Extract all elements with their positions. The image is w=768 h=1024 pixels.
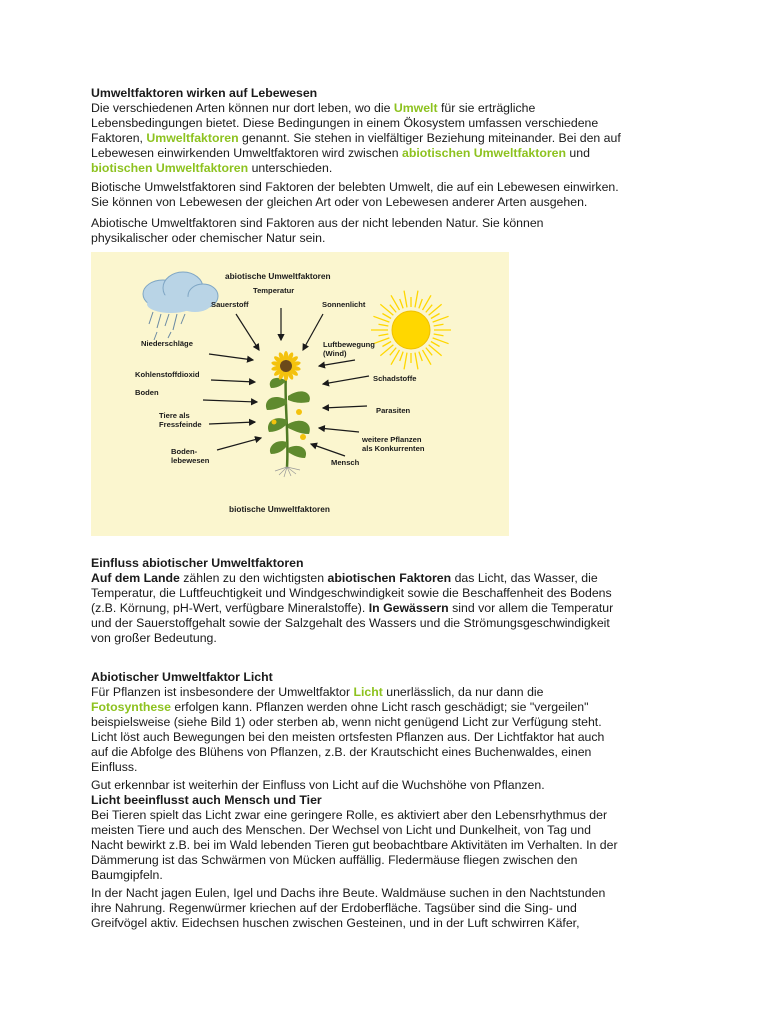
label-konkurrenten: als Konkurrenten xyxy=(362,444,425,453)
label-mensch: Mensch xyxy=(331,458,360,467)
paragraph-nacht xyxy=(91,886,691,931)
sub-heading: Licht beeinflusst auch Mensch und Tier xyxy=(91,793,322,807)
paragraph-line: Einfluss. xyxy=(91,760,138,774)
paragraph-line: ihre Nahrung. Regenwürmer kriechen auf der Erdoberfläche. Tagsüber sind die Sing- und xyxy=(91,901,577,915)
paragraph-line: beispielsweise (siehe Bild 1) oder sterben ab, wenn nicht genügend Licht zur Verfügung steht. xyxy=(91,715,602,729)
label-luftbewegung: Luftbewegung xyxy=(323,340,375,349)
label-kohlenstoffdioxid: Kohlenstoffdioxid xyxy=(135,370,200,379)
term-umwelt[interactable]: Umwelt xyxy=(393,101,438,115)
section-mensch-tier xyxy=(91,778,691,883)
label-fressfeinde: Fressfeinde xyxy=(159,420,202,429)
paragraph-line: meisten Tiere und auch des Menschen. Der Wechsel von Licht und Dunkelheit, von Tag und xyxy=(91,823,591,837)
figure-title-biotisch: biotische Umweltfaktoren xyxy=(229,504,330,514)
label-temperatur: Temperatur xyxy=(253,286,295,295)
label-niederschlaege: Niederschläge xyxy=(141,339,193,348)
paragraph-line: Faktoren, Umweltfaktoren genannt. Sie stehen in vielfältiger Beziehung miteinander. Bei den auf xyxy=(91,131,621,145)
paragraph-line: (z.B. Körnung, pH-Wert, verfügbare Mineralstoffe). In Gewässern sind vor allem die Temperatur xyxy=(91,601,614,615)
section-umweltfaktoren xyxy=(91,86,691,176)
paragraph-line: In der Nacht jagen Eulen, Igel und Dachs ihre Beute. Waldmäuse suchen in den Nachtstunden xyxy=(91,886,606,900)
paragraph-line: Abiotische Umweltfaktoren sind Faktoren aus der nicht lebenden Natur. Sie können xyxy=(91,216,544,230)
term-biotische-umweltfaktoren[interactable]: biotischen Umweltfaktoren xyxy=(91,161,249,175)
sun-icon xyxy=(371,291,451,370)
paragraph-line: auf die Abfolge des Blühens von Pflanzen, z.B. der Krautschicht eines Buchenwaldes, einen xyxy=(91,745,592,759)
term-umweltfaktoren[interactable]: Umweltfaktoren xyxy=(146,131,239,145)
paragraph-line: Nacht bewirkt z.B. bei im Wald lebenden Tieren gut beobachtbare Aktivitäten im Verhalten. In der xyxy=(91,838,618,852)
paragraph-line: Greifvögel aktiv. Eidechsen huschen zwischen Gesteinen, und in der Luft schwirren Käfer, xyxy=(91,916,580,930)
cloud-rain-icon xyxy=(143,272,218,340)
paragraph-line: Dämmerung ist das Schwärmen von Mücken auffällig. Fledermäuse fliegen zwischen den xyxy=(91,853,578,867)
paragraph-line: Fotosynthese erfolgen kann. Pflanzen werden ohne Licht rasch geschädigt; sie "vergeilen" xyxy=(91,700,589,714)
paragraph-line: Gut erkennbar ist weiterhin der Einfluss von Licht auf die Wuchshöhe von Pflanzen. xyxy=(91,778,545,792)
paragraph-abiotisch xyxy=(91,216,691,246)
label-boden-: Boden- xyxy=(171,447,198,456)
label-schadstoffe: Schadstoffe xyxy=(373,374,417,383)
paragraph-line: Temperatur, die Luftfeuchtigkeit und Windgeschwindigkeit sowie die Beschaffenheit des Bodens xyxy=(91,586,612,600)
sunflower-icon xyxy=(266,351,310,477)
paragraph-line: Lebensbedingungen bietet. Diese Bedingungen in einem Ökosystem umfassen verschiedene xyxy=(91,116,599,130)
paragraph-line: Sie können von Lebewesen der gleichen Art oder von Lebewesen anderer Arten ausgehen. xyxy=(91,195,588,209)
label-parasiten: Parasiten xyxy=(376,406,411,415)
paragraph-line: Für Pflanzen ist insbesondere der Umweltfaktor Licht unerlässlich, da nur dann die xyxy=(91,685,544,699)
label-weitere-pflanzen: weitere Pflanzen xyxy=(362,435,422,444)
paragraph-line: Biotische Umwelstfaktoren sind Faktoren der belebten Umwelt, die auf ein Lebewesen einwirken. xyxy=(91,180,619,194)
label-boden: Boden xyxy=(135,388,159,397)
section-heading: Abiotischer Umweltfaktor Licht xyxy=(91,670,273,684)
paragraph-line: Auf dem Lande zählen zu den wichtigsten abiotischen Faktoren das Licht, das Wasser, die xyxy=(91,571,598,585)
paragraph-line: und der Sauerstoffgehalt sowie der Salzgehalt des Wassers und die Strömungsgeschwindigkeit xyxy=(91,616,610,630)
figure-title-abiotisch: abiotische Umweltfaktoren xyxy=(225,271,331,281)
paragraph-line: Lebewesen einwirkenden Umweltfaktoren wird zwischen abiotischen Umweltfaktoren und xyxy=(91,146,590,160)
term-licht[interactable]: Licht xyxy=(353,685,383,699)
term-fotosynthese[interactable]: Fotosynthese xyxy=(91,700,171,714)
umweltfaktoren-figure xyxy=(91,252,509,536)
section-heading: Umweltfaktoren wirken auf Lebewesen xyxy=(91,86,318,100)
paragraph-line: physikalischer oder chemischer Natur sein. xyxy=(91,231,326,245)
paragraph-line: Licht löst auch Bewegungen bei den meisten ortsfesten Pflanzen aus. Der Lichtfaktor hat auch xyxy=(91,730,605,744)
label-sonnenlicht: Sonnenlicht xyxy=(322,300,366,309)
paragraph-biotisch xyxy=(91,180,691,210)
section-heading: Einfluss abiotischer Umweltfaktoren xyxy=(91,556,304,570)
label-tiere: Tiere als xyxy=(159,411,190,420)
label-wind: (Wind) xyxy=(323,349,347,358)
paragraph-line: von großer Bedeutung. xyxy=(91,631,217,645)
paragraph-line: Baumgipfeln. xyxy=(91,868,163,882)
section-einfluss xyxy=(91,556,691,646)
section-licht xyxy=(91,670,691,775)
label-lebewesen: lebewesen xyxy=(171,456,210,465)
paragraph-line: Bei Tieren spielt das Licht zwar eine geringere Rolle, es aktiviert aber den Lebensrhythmus der xyxy=(91,808,608,822)
label-sauerstoff: Sauerstoff xyxy=(211,300,249,309)
term-abiotische-umweltfaktoren[interactable]: abiotischen Umweltfaktoren xyxy=(402,146,566,160)
figure-illustration xyxy=(91,252,509,536)
paragraph-line: biotischen Umweltfaktoren unterschieden. xyxy=(91,161,333,175)
paragraph-line: Die verschiedenen Arten können nur dort leben, wo die Umwelt für sie erträgliche xyxy=(91,101,536,115)
